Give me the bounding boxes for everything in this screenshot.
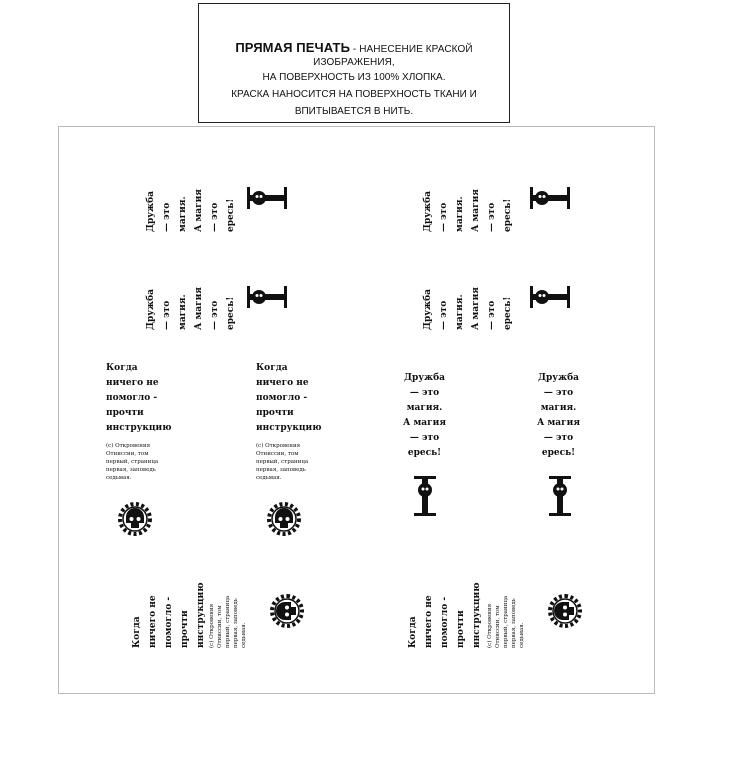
friendship-text-block: Дружба — это магия. А магия — это ересь! (146, 287, 236, 330)
print-desc-line1: - НАНЕСЕНИЕ КРАСКОЙ ИЗОБРАЖЕНИЯ, (313, 44, 473, 68)
instructions-text-block: Когда ничего не помогло - прочти инструкцию (408, 582, 482, 648)
cog-skull-icon (268, 592, 306, 630)
quote-text-block: (с) Откровения Отниссии, том первый, страница первая, заповедь седьмая. (487, 595, 525, 648)
inquisition-icon (530, 187, 570, 209)
inquisition-icon (549, 476, 571, 516)
cog-skull-icon (265, 500, 303, 538)
inquisition-icon (530, 286, 570, 308)
friendship-text-block: Дружба — это магия. А магия — это ересь! (403, 373, 446, 458)
friendship-text-block: Дружба — это магия. А магия — это ересь! (423, 287, 513, 330)
inquisition-icon (414, 476, 436, 516)
print-title: ПРЯМАЯ ПЕЧАТЬ (235, 40, 351, 55)
friendship-text-block: Дружба — это магия. А магия — это ересь! (146, 189, 236, 232)
print-desc-line3: КРАСКА НАНОСИТСЯ НА ПОВЕРХНОСТЬ ТКАНИ И ВПИТЫВАЕТСЯ В НИТЬ. (231, 89, 477, 117)
friendship-text-block: Дружба — это магия. А магия — это ересь! (537, 373, 580, 458)
instructions-text-block: Когда ничего не помогло - прочти инструкцию (132, 582, 206, 648)
quote-text-block: (с) Откровения Отниссии, том первый, страница первая, заповедь седьмая. (106, 443, 159, 481)
print-info-box (198, 3, 510, 123)
instructions-text-block: Когда ничего не помогло - прочти инструкцию (256, 363, 322, 433)
inquisition-icon (247, 187, 287, 209)
inquisition-icon (247, 286, 287, 308)
cog-skull-icon (116, 500, 154, 538)
cog-skull-icon (546, 592, 584, 630)
print-desc-line2: НА ПОВЕРХНОСТЬ ИЗ 100% ХЛОПКА. (262, 72, 446, 83)
quote-text-block: (с) Откровения Отниссии, том первый, страница первая, заповедь седьмая. (209, 595, 247, 648)
quote-text-block: (с) Откровения Отниссии, том первый, страница первая, заповедь седьмая. (256, 443, 309, 481)
instructions-text-block: Когда ничего не помогло - прочти инструкцию (106, 363, 172, 433)
friendship-text-block: Дружба — это магия. А магия — это ересь! (423, 189, 513, 232)
